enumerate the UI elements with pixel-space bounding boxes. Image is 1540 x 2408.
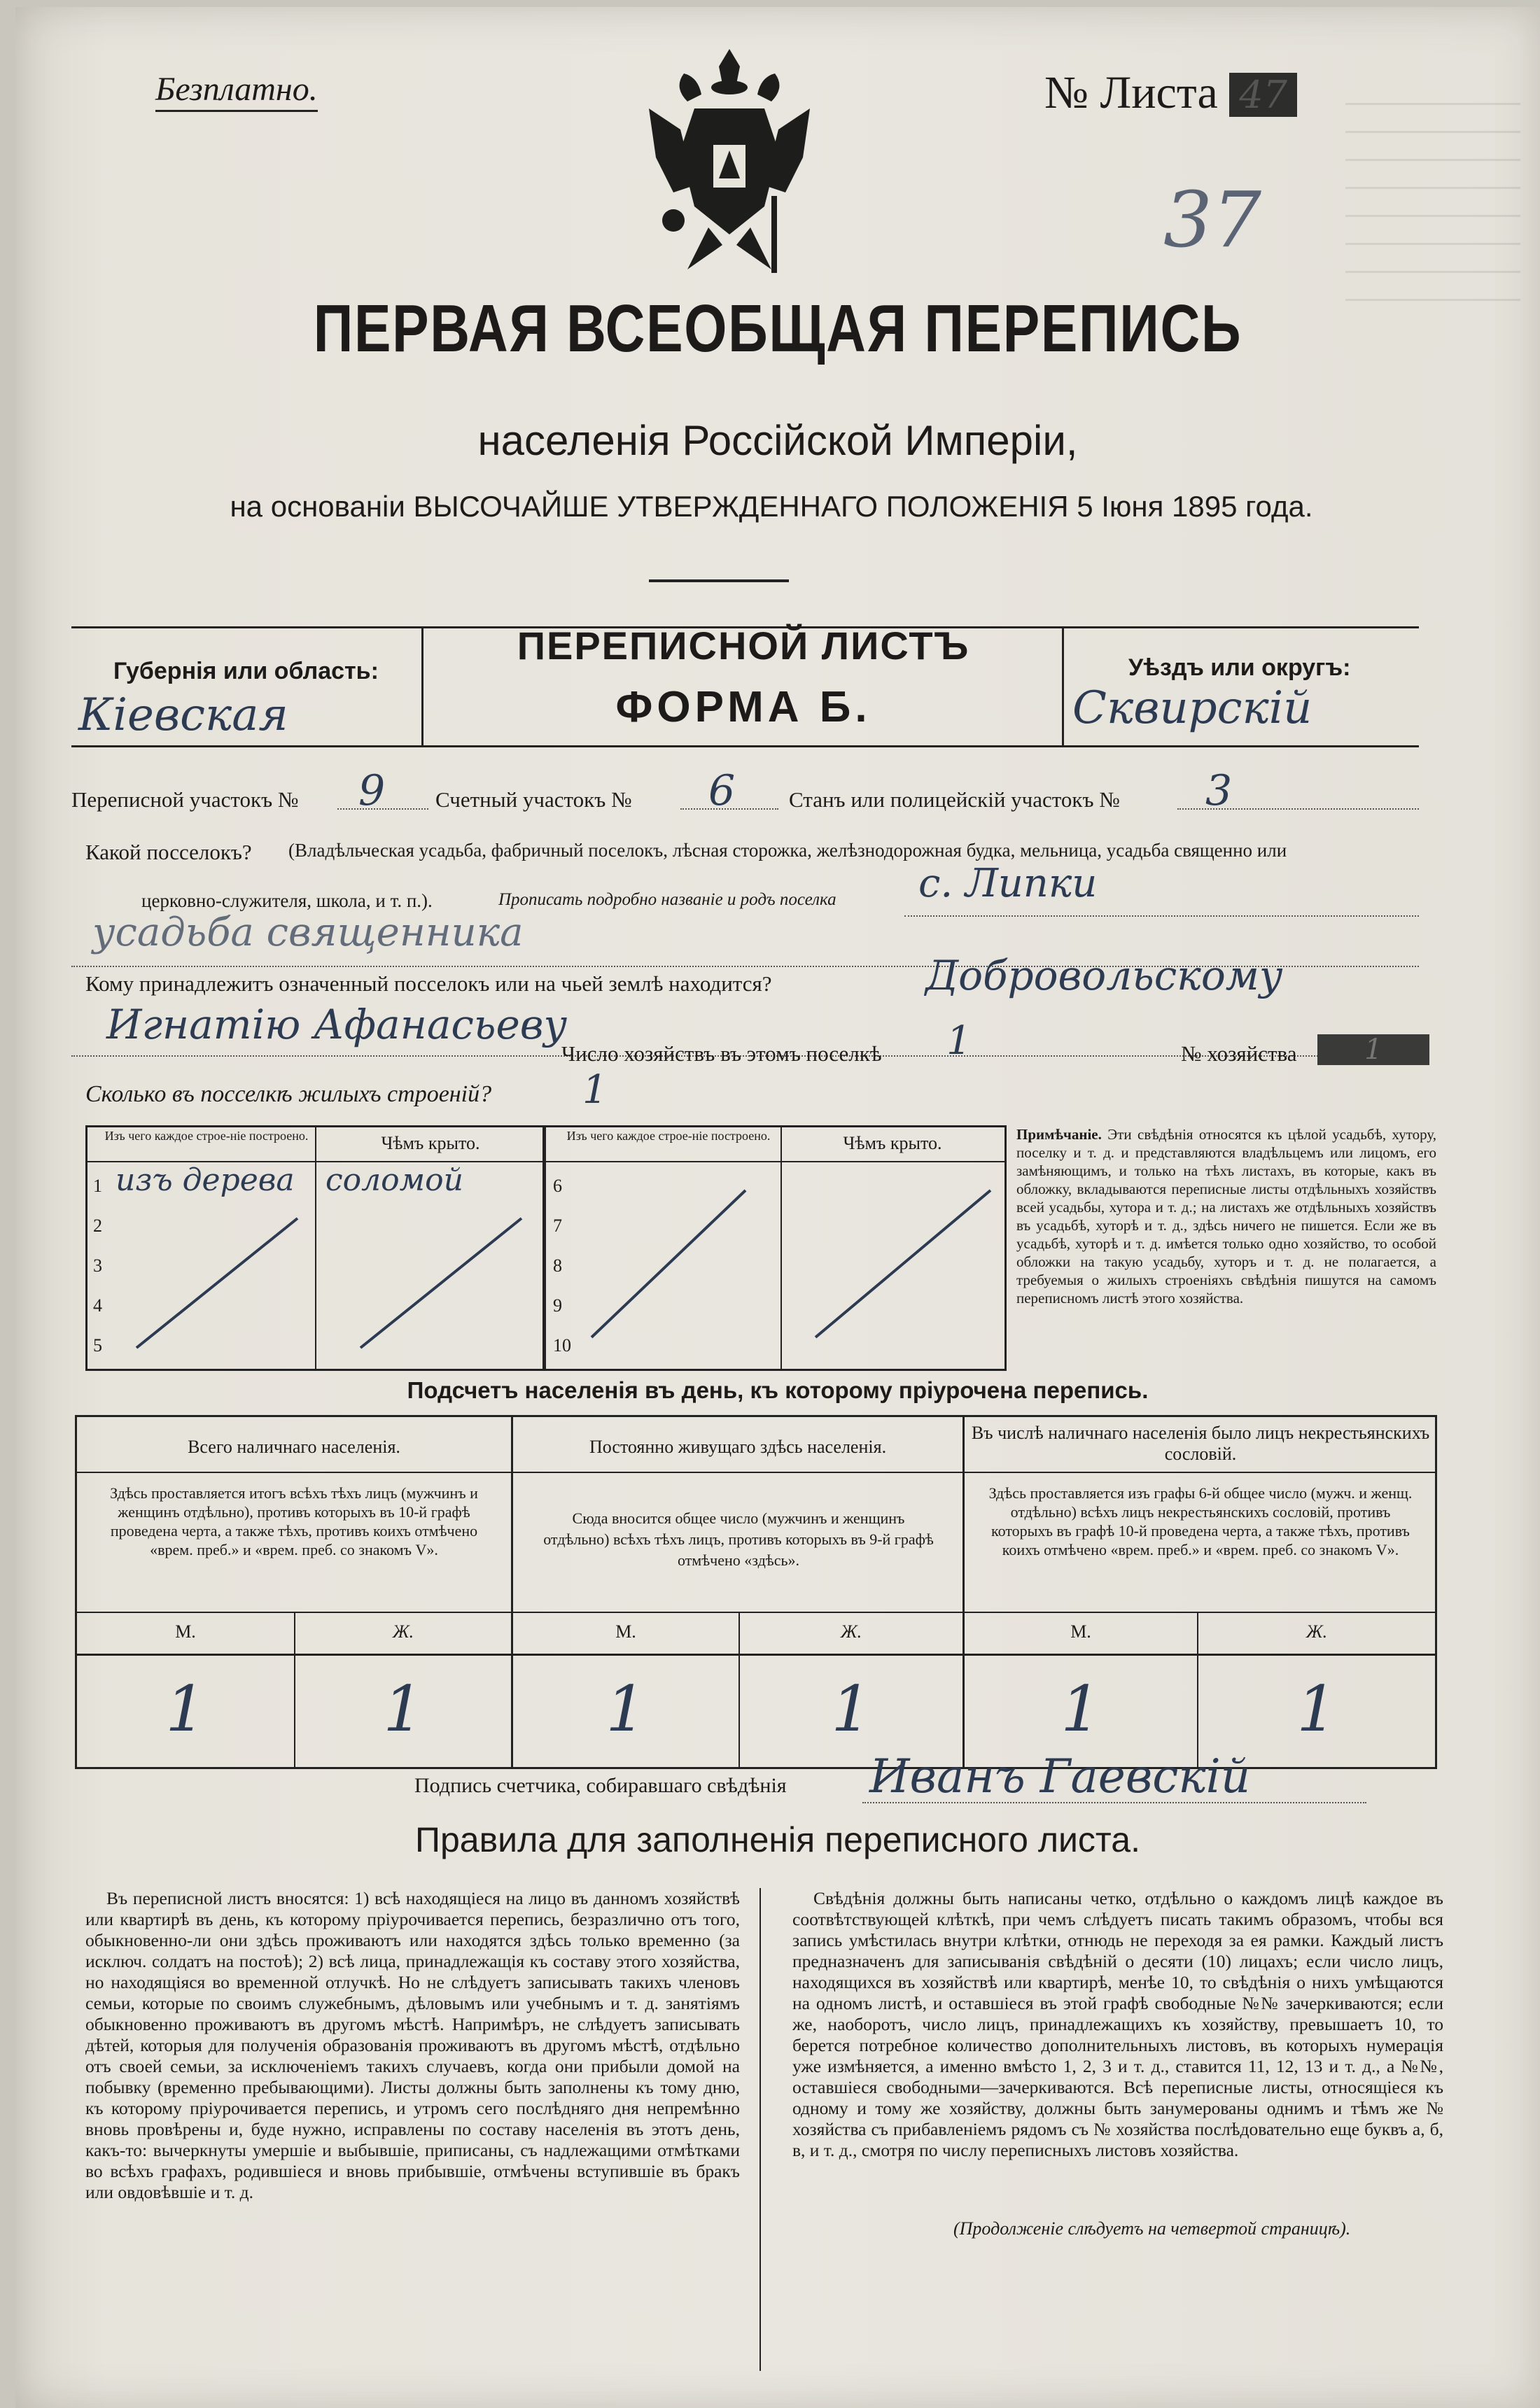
buildings-col1-right: Изъ чего каждое строе-ніе построено.	[566, 1129, 771, 1143]
buildings-note	[1016, 1125, 1436, 1307]
row-num: 6	[553, 1176, 562, 1196]
buildings-value: 1	[582, 1067, 608, 1113]
row-num: 9	[553, 1295, 562, 1316]
signature-label: Подпись счетчика, собиравшаго свѣдѣнія	[414, 1774, 787, 1797]
count-district-label: Счетный участокъ №	[435, 787, 632, 812]
pop-col3-title: Въ числѣ наличнаго населенія было лицъ некрестьянскихъ сословій.	[971, 1423, 1430, 1464]
row1-roof: соломой	[326, 1162, 463, 1198]
buildings-label: Сколько въ посселкѣ жилыхъ строеній?	[85, 1081, 492, 1107]
stan-line	[1177, 808, 1419, 810]
pop-col3-text: Здѣсь проставляется изъ графы 6-й общее число (мужч. и женщ. отдѣльно) всѣхъ лицъ некрестьянскихъ сословій, противъ которыхъ въ графѣ 10-й проведена черта, а также тѣхъ, противъ коихъ отмѣчено «врем. преб.» и «врем. преб. со знакомъ V».	[988, 1484, 1413, 1558]
page-subtitle: населенія Россійской Имперіи,	[477, 417, 1078, 464]
owner-value-1: Добровольскому	[925, 952, 1283, 999]
free-label: Безплатно.	[155, 70, 318, 112]
rules-continuation: (Продолженіе слѣдуетъ на четвертой страницѣ).	[953, 2218, 1351, 2239]
bleed-through-text	[1345, 91, 1520, 301]
pop-female-3: Ж.	[1306, 1621, 1328, 1642]
settlement-instruction: Прописать подробно названіе и родъ поселка	[498, 890, 836, 909]
sheet-number	[1044, 66, 1297, 120]
households-label: Число хозяйствъ въ этомъ поселкѣ	[561, 1041, 882, 1066]
form-right-box-rule	[1062, 626, 1064, 745]
pop-value: 1	[1296, 1673, 1337, 1746]
row-num: 7	[553, 1216, 562, 1236]
pop-male-2: М.	[615, 1621, 636, 1642]
signature-value: Иванъ Гаевскій	[869, 1749, 1251, 1803]
row-num: 4	[93, 1295, 102, 1316]
rules-title: Правила для заполненія переписного листа.	[415, 1820, 1140, 1859]
settlement-value-2: усадьба священника	[92, 910, 524, 955]
double-headed-eagle-icon	[645, 45, 813, 283]
pop-value: 1	[383, 1673, 424, 1746]
count-district-value: 6	[708, 766, 736, 815]
sheet-number-value: 47	[1229, 73, 1297, 117]
row-num: 1	[93, 1176, 102, 1196]
sheet-number-label: № Листа	[1044, 67, 1218, 118]
settlement-hint: (Владѣльческая усадьба, фабричный поселокъ, лѣсная сторожка, желѣзнодорожная будка, мельница, усадьба священно или	[288, 840, 1287, 861]
settlement-value-1: с. Липки	[918, 861, 1098, 906]
uezd-label: Уѣздъ или округъ:	[1128, 654, 1351, 681]
row-num: 10	[553, 1335, 571, 1356]
row1-material: изъ дерева	[115, 1162, 295, 1198]
pop-col1-title: Всего наличнаго населенія.	[188, 1437, 400, 1457]
buildings-col2-left: Чѣмъ крыто.	[381, 1133, 480, 1153]
rules-divider	[760, 1888, 761, 2371]
pop-col1-text: Здѣсь проставляется итогъ всѣхъ тѣхъ лицъ (мужчинъ и женщинъ отдѣльно), противъ которыхъ въ 10-й графѣ проведена черта, а также тѣхъ, противъ коихъ отмѣчено «врем. преб.» и «врем. преб. со знакомъ V».	[110, 1484, 478, 1558]
uezd-value: Сквирскій	[1072, 682, 1312, 734]
household-no-value: 1	[1317, 1034, 1429, 1065]
gubernia-value: Кіевская	[78, 689, 288, 741]
row-num: 3	[93, 1255, 102, 1276]
settlement-hint-2: церковно-служителя, школа, и т. п.).	[141, 890, 433, 911]
legal-basis: на основаніи ВЫСОЧАЙШЕ УТВЕРЖДЕННАГО ПОЛОЖЕНІЯ 5 Іюня 1895 года.	[230, 490, 1313, 523]
pop-male-3: М.	[1070, 1621, 1091, 1642]
signature-line	[862, 1802, 1366, 1803]
note-text: Эти свѣдѣнія относятся къ цѣлой усадьбѣ, хутору, поселку и т. д. и представляются владѣльцемъ или лицомъ, его замѣняющимъ, и только на тѣхъ листахъ, въ которые, какъ въ обложку, вкладываются переписные листы отдѣльныхъ хозяйствъ всей усадьбы, хутора и т. д.; на листахъ же отдѣльныхъ хозяйствъ въ усадьбѣ, хуторѣ и т. д., здѣсь ничего не пишется. Если же въ усадьбѣ, хуторѣ и т. д. имѣется только одно хозяйство, то особой обложки на такую усадьбу, хуторъ и т. д. не полагается, а требуемыя о жилыхъ строеніяхъ свѣдѣнія пишутся на самомъ переписномъ листѣ этого хозяйства.	[1016, 1126, 1436, 1307]
pop-female-2: Ж.	[840, 1621, 862, 1642]
buildings-table	[85, 1125, 1007, 1371]
row-num: 2	[93, 1216, 102, 1236]
owner-value-2: Игнатію Афанасьеву	[106, 1001, 568, 1048]
rules-right: Свѣдѣнія должны быть написаны четко, отдѣльно о каждомъ лицѣ каждое въ соотвѣтствующей клѣткѣ, при чемъ слѣдуетъ писать такимъ образомъ, чтобы вся запись умѣстилась внутри клѣтки, отнюдь не переходя за ея рамки. Каждый листъ предназначенъ для записыванія свѣдѣній о десяти (10) лицахъ; если число лицъ, находящихся въ хозяйствѣ или квартирѣ, менѣе 10, то свѣдѣнія о нихъ умѣщаются на одномъ листѣ, и оставшіеся въ этой графѣ свободные №№ зачеркиваются; если же, наоборотъ, число лицъ, принадлежащихъ къ хозяйству, превышаетъ 10, то берется потребное количество дополнительныхъ листовъ, въ которыхъ нумерація уже измѣняется, а именно вмѣсто 1, 2, 3 и т. д., ставится 11, 12, 13 и т. д., а №№, оставшіеся свободными—зачеркиваются. Всѣ переписные листы, относящіеся къ одному и тому же хозяйству, должны быть занумерованы однимъ и тѣмъ же № хозяйства съ прибавленіемъ рядомъ съ № хозяйства послѣдовательно еще буквъ а, б, в, и т. д., смотря по числу переписныхъ листовъ хозяйства.	[792, 1888, 1443, 2160]
buildings-col2-right: Чѣмъ крыто.	[843, 1133, 942, 1153]
pop-value: 1	[1060, 1673, 1101, 1746]
pop-col2-text: Сюда вносится общее число (мужчинъ и женщинъ отдѣльно) всѣхъ тѣхъ лицъ, противъ которыхъ въ 9-й графѣ отмѣчено «здѣсь».	[543, 1509, 934, 1569]
page-title: ПЕРВАЯ ВСЕОБЩАЯ ПЕРЕПИСЬ	[313, 291, 1242, 366]
pop-value: 1	[165, 1673, 206, 1746]
settlement-line-1	[904, 915, 1419, 917]
pop-female-1: Ж.	[392, 1621, 414, 1642]
settlement-question: Какой посселокъ?	[85, 840, 252, 864]
pop-male-1: М.	[175, 1621, 196, 1642]
pop-value: 1	[606, 1673, 646, 1746]
stan-label: Станъ или полицейскій участокъ №	[789, 787, 1120, 812]
buildings-col1-left: Изъ чего каждое строе-ніе построено.	[104, 1129, 309, 1143]
rules-left: Въ переписной листъ вносятся: 1) всѣ находящіеся на лицо въ данномъ хозяйствѣ или квартирѣ въ день, къ которому пріурочивается перепись, безразлично отъ того, обыкновенно-ли они здѣсь проживаютъ или находятся здѣсь только временно (за исключ. солдатъ на постоѣ); 2) всѣ лица, принадлежащія къ составу этого хозяйства, но находящіяся во временной отлучкѣ. Но не слѣдуетъ записывать такихъ членовъ семьи, которые по своимъ служебнымъ, дѣловымъ или учебнымъ и т. д. занятіямъ обыкновенно проживаютъ въ другомъ мѣстѣ. Напримѣръ, не слѣдуетъ записывать дѣтей, которыя для полученія образованія проживаютъ въ другомъ мѣстѣ, отдѣльно отъ своей семьи, за исключеніемъ такихъ случаевъ, когда они прибыли домой на побывку (временно пребывающими). Листы должны быть заполнены къ тому дню, къ которому пріурочивается перепись, и утромъ сего послѣдняго дня непремѣнно вновь провѣрены и, буде нужно, исправлены по составу населенія въ этотъ день, какъ-то: вычеркнуты умершіе и выбывшіе, приписаны, съ надлежащими отмѣтками во всѣхъ графахъ, родившіеся и вновь прибывшіе, отмѣчены вступившіе въ бракъ или овдовѣвшіе и т. д.	[85, 1888, 740, 2202]
households-value: 1	[946, 1018, 972, 1064]
row-num: 5	[93, 1335, 102, 1356]
row-num: 8	[553, 1255, 562, 1276]
form-bottom-rule	[71, 745, 1419, 747]
household-no-label: № хозяйства	[1181, 1041, 1297, 1066]
stan-value: 3	[1205, 766, 1233, 815]
owner-question: Кому принадлежитъ означенный посселокъ или на чьей землѣ находится?	[85, 971, 772, 996]
strike-lines	[88, 1127, 1004, 1369]
pop-value: 1	[831, 1673, 872, 1746]
census-district-line	[337, 808, 428, 810]
census-sheet	[15, 7, 1540, 2408]
header-divider	[649, 579, 789, 582]
sheet-title: ПЕРЕПИСНОЙ ЛИСТЪ	[517, 624, 970, 668]
population-heading: Подсчетъ населенія въ день, къ которому пріурочена перепись.	[407, 1377, 1149, 1403]
form-left-box-rule	[421, 626, 424, 745]
count-district-line	[680, 808, 778, 810]
pop-col2-title: Постоянно живущаго здѣсь населенія.	[589, 1437, 887, 1457]
gubernia-label: Губернія или область:	[113, 658, 379, 684]
form-name: ФОРМА Б.	[615, 683, 872, 731]
note-lead: Примѣчаніе.	[1016, 1126, 1102, 1143]
population-table	[75, 1415, 1437, 1769]
handwritten-number: 37	[1163, 175, 1261, 265]
census-district-label: Переписной участокъ №	[71, 787, 299, 812]
census-district-value: 9	[358, 766, 386, 815]
